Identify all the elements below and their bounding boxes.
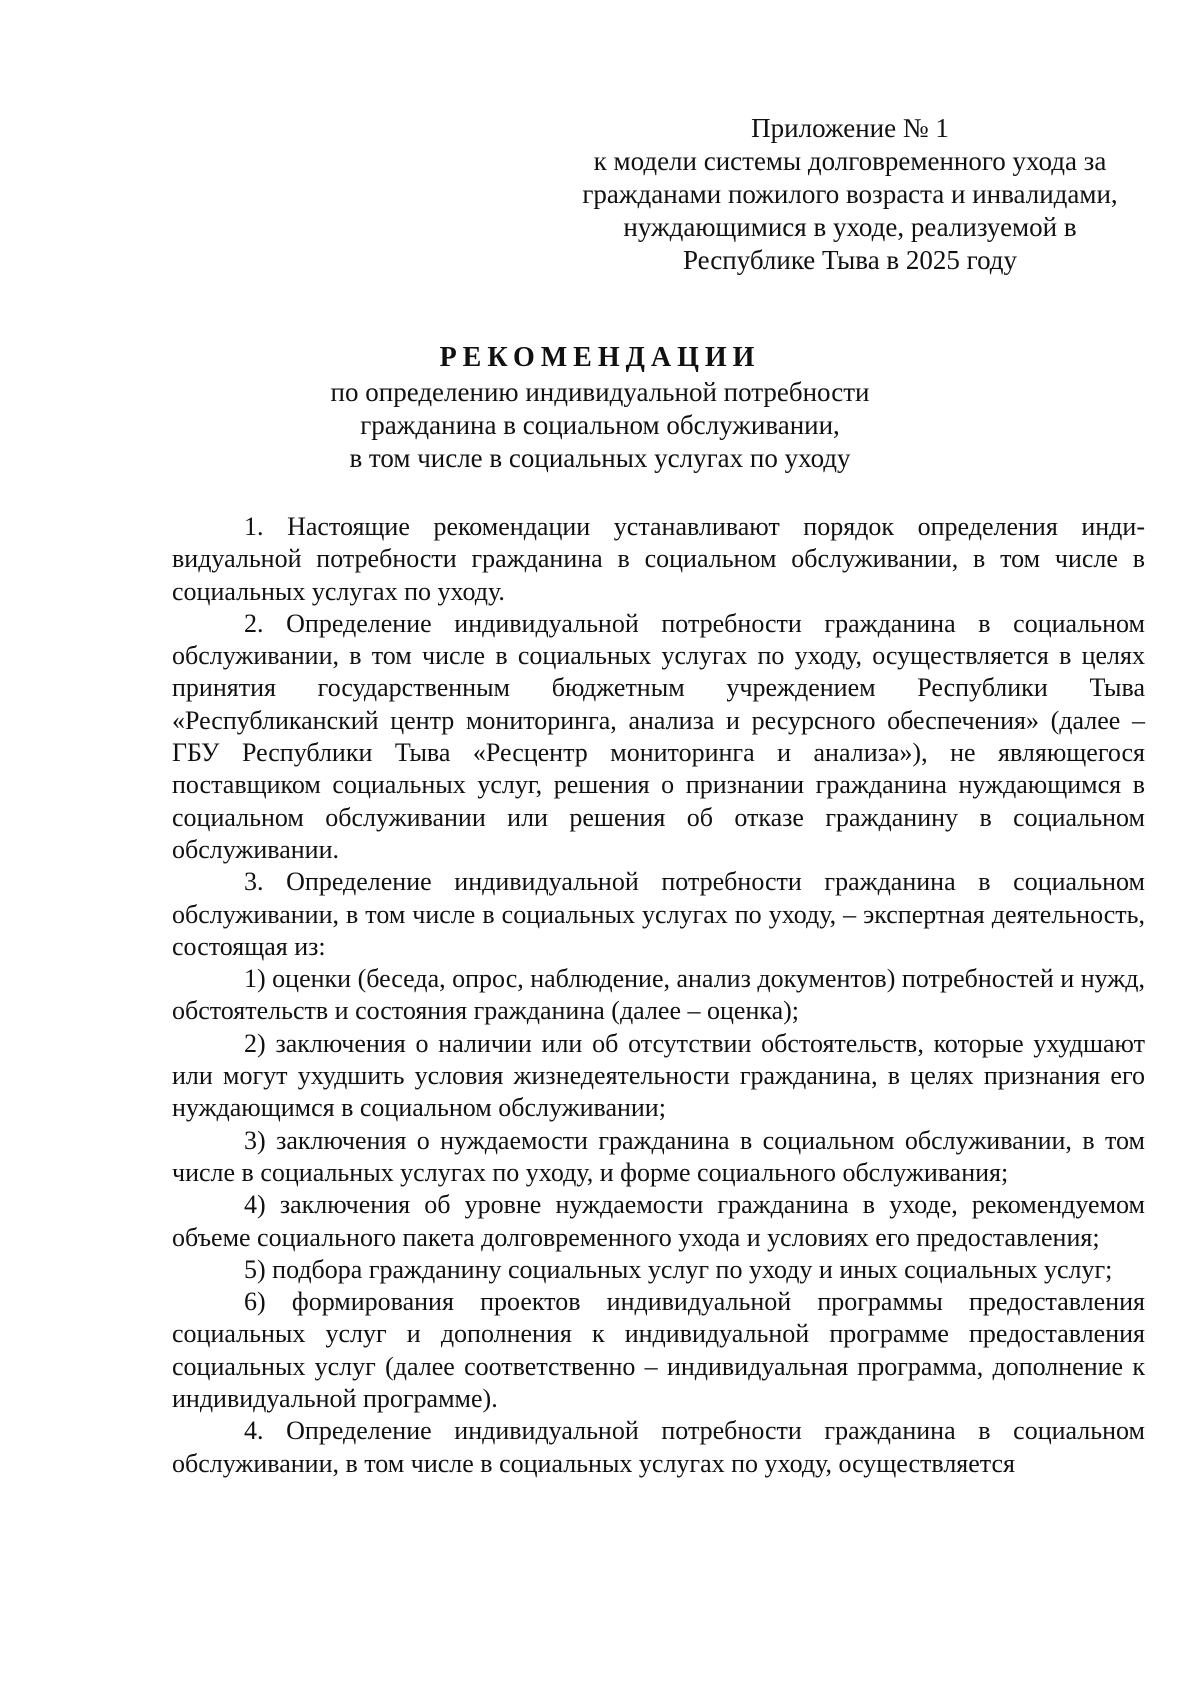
document-heading bbox=[100, 340, 1100, 475]
document-title: РЕКОМЕНДАЦИИ bbox=[439, 342, 761, 373]
appendix-line: Республике Тыва в 2025 году bbox=[682, 245, 1018, 275]
appendix-line: гражданами пожилого возраста и инвалидами, bbox=[582, 179, 1118, 209]
list-item-4: 4) заключения об уровне нуждаемости гражданина в уходе, рекомендуемом объеме социального пакета долговременного ухода и условиях его предоставления; bbox=[172, 1190, 1145, 1252]
list-item-2: 2) заключения о наличии или об отсутствии обстоятельств, которые ухудшают или могут ухудшить условия жизнедеятельности гражданина, в целях признания его нуждающимся в социальном обслуживании; bbox=[172, 1028, 1145, 1123]
appendix-line: к модели системы долговременного ухода за bbox=[593, 146, 1107, 176]
list-item-6: 6) формирования проектов индивидуальной программы предоставления социальных услуг и дополнения к индивидуальной программе предоставления социальных услуг (далее соответственно – индивидуальная программа, дополнение к индивидуальной программе). bbox=[172, 1287, 1145, 1414]
appendix-line: Приложение № 1 bbox=[751, 113, 949, 143]
document-body bbox=[172, 511, 1145, 1480]
document-subtitle-line: гражданина в социальном обслуживании, bbox=[360, 410, 840, 440]
appendix-header bbox=[570, 112, 1130, 277]
document-subtitle-line: в том числе в социальных услугах по уходу bbox=[349, 443, 851, 473]
paragraph-3: 3. Определение индивидуальной потребности гражданина в социальном обслуживании, в том числе в социальных услугах по уходу, – экспертная деятельность, состоящая из: bbox=[172, 867, 1145, 961]
list-item-1: 1) оценки (беседа, опрос, наблюдение, анализ документов) потребностей и нужд, обстоятельств и состояния гражданина (далее – оценка); bbox=[172, 964, 1145, 1026]
list-item-3: 3) заключения о нуждаемости гражданина в социальном обслуживании, в том числе в социальных услугах по уходу, и форме социального обслуживания; bbox=[172, 1125, 1145, 1187]
list-item-5: 5) подбора гражданину социальных услуг по уходу и иных социальных услуг; bbox=[244, 1254, 1113, 1284]
paragraph-1: 1. Настоящие рекомендации устанавливают порядок определения индивидуальной потребности гражданина в социальном обслуживании, в том числе в социальных услугах по уходу. bbox=[172, 512, 1145, 606]
paragraph-4: 4. Определение индивидуальной потребности гражданина в социальном обслуживании, в том числе в социальных услугах по уходу, осуществляется bbox=[172, 1416, 1145, 1478]
document-subtitle-line: по определению индивидуальной потребности bbox=[330, 377, 870, 407]
appendix-line: нуждающимися в уходе, реализуемой в bbox=[623, 212, 1077, 242]
paragraph-2: 2. Определение индивидуальной потребности гражданина в социальном обслуживании, в том числе в социальных услугах по уходу, осуществляется в целях принятия государственным бюджетным учреждением Республики Тыва «Республиканский центр мониторинга, анализа и ресурсного обеспечения» (далее – ГБУ Республики Тыва «Ресцентр мониторинга и анализа»), не являющегося поставщиком социальных услуг, решения о признании гражданина нуждающимся в социальном обслуживании или решения об отказе гражданину в социальном обслуживании. bbox=[172, 608, 1145, 864]
